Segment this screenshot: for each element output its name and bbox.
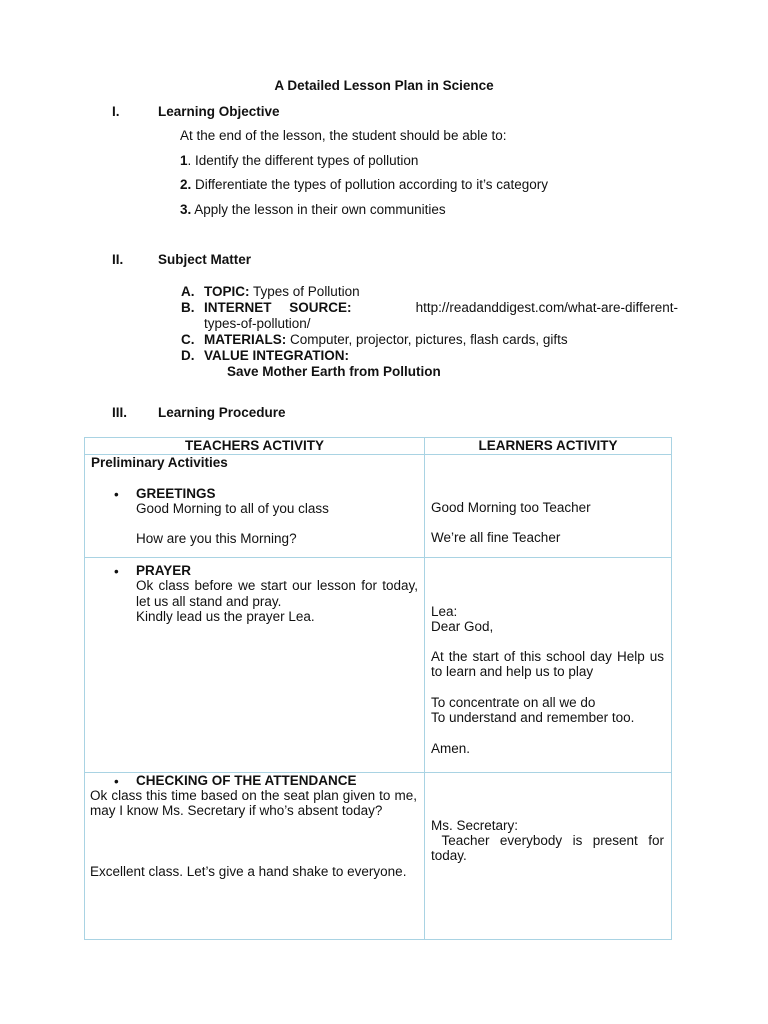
subject-item-letter-c: C.: [181, 332, 195, 347]
objective-item-number: 3.: [180, 202, 192, 217]
subject-item-value-integration-label: VALUE INTEGRATION:: [204, 348, 349, 363]
section-number-2: II.: [112, 252, 124, 267]
bullet-icon: •: [114, 564, 119, 579]
section-number-1: I.: [112, 104, 120, 119]
prayer-title: PRAYER: [136, 563, 192, 578]
subject-item-label: TOPIC:: [204, 284, 250, 299]
document-title: A Detailed Lesson Plan in Science: [274, 78, 494, 93]
prayer-amen: Amen.: [431, 741, 471, 756]
learner-cell: [425, 773, 672, 940]
section-number-3: III.: [112, 405, 128, 420]
learner-greeting: Good Morning too Teacher: [431, 500, 591, 515]
subject-item-value: Types of Pollution: [249, 284, 360, 299]
header-learners-activity: LEARNERS ACTIVITY: [425, 438, 672, 455]
learner-name: Ms. Secretary:: [431, 818, 519, 833]
teacher-prayer-request: Kindly lead us the prayer Lea.: [136, 609, 315, 624]
subject-item-letter-d: D.: [181, 348, 195, 363]
table-header-row: [85, 438, 672, 455]
teacher-cell: [85, 773, 425, 940]
procedure-table: [84, 437, 672, 940]
objective-intro: At the end of the lesson, the student should be able to:: [180, 128, 507, 143]
teacher-cell: [85, 455, 425, 558]
learner-cell: [425, 558, 672, 773]
prayer-line: To concentrate on all we do: [431, 695, 596, 710]
learner-name: Lea:: [431, 604, 458, 619]
table-row-prayer: [85, 558, 672, 773]
value-integration-text: Save Mother Earth from Pollution: [227, 364, 441, 379]
subject-item-materials: [204, 332, 568, 347]
section-title-learning-procedure: Learning Procedure: [158, 405, 286, 420]
subject-item-topic: [204, 284, 360, 299]
section-title-subject-matter: Subject Matter: [158, 252, 252, 267]
objective-item-text: Apply the lesson in their own communities: [191, 202, 446, 217]
bullet-icon: •: [114, 487, 119, 502]
prayer-greeting: Dear God,: [431, 619, 494, 634]
teacher-attendance-question: Ok class this time based on the seat plan given to me, may I know Ms. Secretary if who’s absent today?: [90, 788, 417, 819]
subject-item-label: INTERNET SOURCE:: [204, 300, 352, 315]
subject-item-letter-a: A.: [181, 284, 195, 299]
objective-item-number: 2.: [180, 177, 192, 192]
objective-item-1: [180, 153, 418, 168]
attendance-title: CHECKING OF THE ATTENDANCE: [136, 773, 357, 788]
teacher-greeting: Good Morning to all of you class: [136, 501, 329, 516]
preliminary-activities-heading: Preliminary Activities: [91, 455, 228, 470]
teacher-prayer-instruction: Ok class before we start our lesson for today, let us all stand and pray.: [136, 578, 418, 609]
prayer-line: To understand and remember too.: [431, 710, 635, 725]
objective-item-2: [180, 177, 548, 192]
learner-cell: [425, 455, 672, 558]
prayer-text: At the start of this school day Help us to learn and help us to play: [431, 649, 664, 680]
table-row-attendance: [85, 773, 672, 940]
objective-item-text: . Identify the different types of pollution: [187, 153, 419, 168]
learner-attendance-response: Teacher everybody is present for today.: [431, 833, 668, 864]
section-title-learning-objective: Learning Objective: [158, 104, 280, 119]
subject-item-letter-b: B.: [181, 300, 195, 315]
subject-item-internet-source: [204, 300, 678, 315]
bullet-icon: •: [114, 774, 119, 789]
objective-item-number: 1: [180, 153, 188, 168]
teacher-question: How are you this Morning?: [136, 531, 297, 546]
header-teachers-activity: TEACHERS ACTIVITY: [85, 438, 425, 455]
objective-item-text: Differentiate the types of pollution according to it’s category: [191, 177, 548, 192]
subject-item-link[interactable]: http://readanddigest.com/what-are-different-: [415, 300, 678, 315]
table-row-greetings: [85, 455, 672, 558]
subject-item-link-continued[interactable]: types-of-pollution/: [204, 316, 311, 331]
teacher-attendance-praise: Excellent class. Let’s give a hand shake to everyone.: [90, 864, 407, 879]
learner-response: We’re all fine Teacher: [431, 530, 561, 545]
subject-item-value: Computer, projector, pictures, flash cards, gifts: [286, 332, 568, 347]
teacher-cell: [85, 558, 425, 773]
objective-item-3: [180, 202, 446, 217]
greetings-title: GREETINGS: [136, 486, 216, 501]
subject-item-label: MATERIALS:: [204, 332, 287, 347]
